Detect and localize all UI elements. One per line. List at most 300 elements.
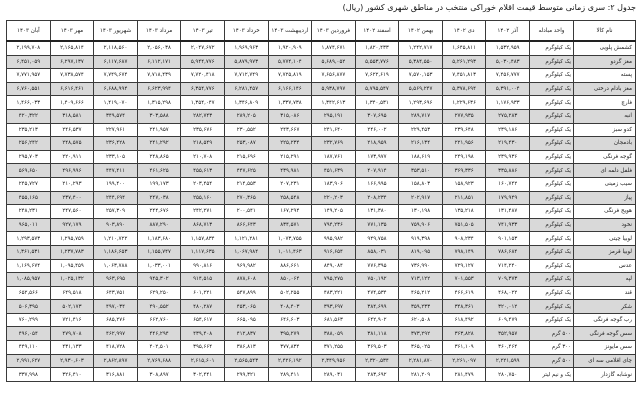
price-cell: ۹۶۳,۶۹۵ xyxy=(94,273,138,287)
column-header: فروردین ۱۴۰۳ xyxy=(312,21,356,42)
price-cell: ۳۶۱,۱۰۹ xyxy=(442,341,486,355)
price-cell: ۶,۷۶۰,۵۵۱ xyxy=(7,82,51,96)
price-cell: ۴۶۵,۲۱۲ xyxy=(399,286,443,300)
price-cell: ۱۴۹,۲۰۵ xyxy=(312,205,356,219)
price-cell: ۲۴۸,۲۳۱ xyxy=(7,205,51,219)
price-cell: ۲۴۷,۰۳۸ xyxy=(137,191,181,205)
price-cell: ۲,۲۸۱,۸۷۰ xyxy=(399,354,443,368)
item-unit: یک کیلوگرم xyxy=(530,218,574,232)
price-cell: ۵,۹۳۸,۷۹۷ xyxy=(312,82,356,96)
item-unit: یک کیلوگرم xyxy=(530,150,574,164)
price-cell: ۱,۲۹۳,۵۷۳ xyxy=(7,232,51,246)
price-cell: ۷۱۳,۱۲۲ xyxy=(399,273,443,287)
price-cell: ۹۹۵,۹۸۲ xyxy=(312,232,356,246)
price-cell: ۱,۴۶۶,۰۳۳ xyxy=(7,96,51,110)
price-cell: ۵۴۷,۸۹۹ xyxy=(224,286,268,300)
price-cell: ۲۵۳,۰۸۷ xyxy=(224,137,268,151)
price-cell: ۷,۷۷۱,۹۵۷ xyxy=(7,69,51,83)
price-cell: ۲۱۰,۷۰۸ xyxy=(181,150,225,164)
price-cell: ۴۸۳,۲۲۱ xyxy=(312,286,356,300)
price-cell: ۱۸۳,۹۰۶ xyxy=(312,177,356,191)
price-cell: ۴۶۶,۶۱۹ xyxy=(442,286,486,300)
price-cell: ۹۰۳,۸۹۰ xyxy=(94,218,138,232)
price-cell: ۴۱۸,۷۲۸ xyxy=(94,341,138,355)
item-name: مغز گردو xyxy=(574,55,636,69)
table-row xyxy=(7,177,636,191)
price-cell: ۲۲۱,۹۵۶ xyxy=(442,137,486,151)
price-cell: ۴۶۸,۰۲۲ xyxy=(486,286,530,300)
price-cell: ۴۵۵,۱۶۵ xyxy=(7,191,51,205)
price-cell: ۵,۷۷۴,۱۰۴ xyxy=(268,55,312,69)
price-cell: ۸۴۹,۰۸۴ xyxy=(312,259,356,273)
price-cell: ۹۰۸,۲۳۴ xyxy=(442,232,486,246)
price-cell: ۱۶۷,۲۹۴ xyxy=(268,205,312,219)
item-unit: یک کیلوگرم xyxy=(530,109,574,123)
price-cell: ۱,۲۲۹,۶۳۶ xyxy=(442,96,486,110)
price-cell: ۶۴۶,۶۰۳ xyxy=(268,313,312,327)
item-name: عدس xyxy=(574,259,636,273)
price-cell: ۱۷۹,۹۴۹ xyxy=(486,191,530,205)
column-header: آبان ۱۴۰۳ xyxy=(7,21,51,42)
price-cell: ۲۴۴,۶۹۴ xyxy=(94,191,138,205)
price-cell: ۲۰۷,۲۳۱ xyxy=(268,177,312,191)
price-cell: ۳۵۳,۵۱۰ xyxy=(399,164,443,178)
price-cell: ۳۹۵,۶۶۴ xyxy=(181,341,225,355)
price-cell: ۱,۰۱۱,۴۶۳ xyxy=(268,245,312,259)
price-cell: ۵,۸۷۹,۹۷۳ xyxy=(224,55,268,69)
price-cell: ۹۹۰,۸۱۶ xyxy=(181,259,225,273)
price-cell: ۲۰۰,۵۴۱ xyxy=(224,205,268,219)
price-cell: ۱۳۰,۱۹۸ xyxy=(399,205,443,219)
table-row xyxy=(7,354,636,368)
price-cell: ۷,۵۷۰,۱۵۳ xyxy=(399,69,443,83)
item-name: نخود xyxy=(574,218,636,232)
price-cell: ۱,۹۲۰,۹۰۹ xyxy=(268,41,312,55)
price-cell: ۱,۰۶۷,۹۸۴ xyxy=(224,245,268,259)
price-cell: ۲۱۵,۲۹۱ xyxy=(268,150,312,164)
price-cell: ۲,۲۶۱,۰۹۷ xyxy=(442,354,486,368)
price-cell: ۲,۶۱۵,۶۰۱ xyxy=(181,354,225,368)
price-cell: ۴۴۹,۱۱۰ xyxy=(7,341,51,355)
price-cell: ۳۴۹,۵۷۴ xyxy=(94,109,138,123)
price-cell: ۳۵۲,۹۵۷ xyxy=(486,327,530,341)
price-cell: ۳۳۵,۸۸۶ xyxy=(486,164,530,178)
price-cell: ۷,۷۳۸,۵۷۴ xyxy=(50,69,94,83)
price-cell: ۲۲۹,۴۵۳ xyxy=(399,123,443,137)
price-cell: ۱۶۶,۹۹۵ xyxy=(355,177,399,191)
price-cell: ۷۵۱,۵۰۵ xyxy=(442,218,486,232)
price-cell: ۲۹۵,۱۹۱ xyxy=(312,109,356,123)
price-cell: ۲۴۱,۶۴۰ xyxy=(312,123,356,137)
price-cell: ۶۸۵,۲۷۶ xyxy=(94,313,138,327)
price-cell: ۳۱۵,۰۸۶ xyxy=(268,109,312,123)
item-name: نوشابه گازدار xyxy=(574,368,636,382)
price-cell: ۲۳۰,۵۵۲ xyxy=(224,123,268,137)
price-cell: ۷۳۶,۹۹۰ xyxy=(399,259,443,273)
price-cell: ۱,۳۳۷,۷۳۸ xyxy=(268,96,312,110)
price-cell: ۴۷۴,۵۳۴ xyxy=(355,286,399,300)
price-cell: ۲۳۹,۱۸۶ xyxy=(486,123,530,137)
price-cell: ۲۸۹,۲۰۵ xyxy=(224,109,268,123)
price-cell: ۱,۱۵۷,۸۳۴ xyxy=(181,232,225,246)
price-cell: ۲۲۰,۲۰۳ xyxy=(312,191,356,205)
price-cell: ۹۱۴,۵۱۵ xyxy=(181,273,225,287)
price-cell: ۱۶۰,۷۴۲ xyxy=(486,177,530,191)
price-cell: ۱,۸۷۴,۶۷۱ xyxy=(312,41,356,55)
price-cell: ۲۳۵,۲۱۳ xyxy=(7,123,51,137)
item-unit: یک و نیم لیتر xyxy=(530,368,574,382)
price-cell: ۵۰۲,۲۵۵ xyxy=(268,286,312,300)
item-name: انبه xyxy=(574,109,636,123)
price-cell: ۱,۱۲۱,۲۸۱ xyxy=(224,232,268,246)
table-row xyxy=(7,205,636,219)
price-cell: ۶,۱۱۷,۶۸۷ xyxy=(94,55,138,69)
price-cell: ۷۱۴,۲۴۰ xyxy=(486,259,530,273)
price-cell: ۴۵۱,۶۳۹ xyxy=(312,164,356,178)
price-cell: ۴۰۸,۴۰۳ xyxy=(268,300,312,314)
price-cell: ۱,۹۶۹,۹۶۳ xyxy=(224,41,268,55)
table-row xyxy=(7,259,636,273)
column-header: دی ۱۴۰۲ xyxy=(442,21,486,42)
price-cell: ۶,۶۱۶,۴۶۱ xyxy=(50,82,94,96)
price-cell: ۴۶۲,۹۹۷ xyxy=(94,327,138,341)
table-row xyxy=(7,232,636,246)
item-unit: یک کیلوگرم xyxy=(530,245,574,259)
table-row xyxy=(7,368,636,382)
price-cell: ۸۸۶,۶۶۱ xyxy=(268,259,312,273)
item-name: سیب زمینی xyxy=(574,177,636,191)
price-cell: ۵۰۶,۳۹۵ xyxy=(7,300,51,314)
price-cell: ۲۳۹,۹۳۶ xyxy=(486,150,530,164)
price-cell: ۲۱۰,۲۹۳ xyxy=(50,177,94,191)
price-cell: ۲,۹۳۰,۶۰۳ xyxy=(50,354,94,368)
price-cell: ۷۹۸,۱۴۹ xyxy=(442,245,486,259)
price-cell: ۹۴۵,۳۰۲ xyxy=(137,273,181,287)
price-cell: ۳۰۲,۴۴۱ xyxy=(181,368,225,382)
table-row xyxy=(7,69,636,83)
price-cell: ۲۱۴,۵۵۳ xyxy=(224,177,268,191)
item-unit: یک کیلوگرم xyxy=(530,313,574,327)
price-cell: ۲۷۷,۹۳۵ xyxy=(442,109,486,123)
price-cell: ۲۹۵,۷۰۳ xyxy=(7,150,51,164)
price-cell: ۳۱۶,۸۸۱ xyxy=(94,368,138,382)
price-cell: ۳۰۳,۵۸۸ xyxy=(137,109,181,123)
price-cell: ۱,۲۴۲,۷۱۷ xyxy=(399,41,443,55)
price-cell: ۳۵۹,۲۳۳ xyxy=(399,300,443,314)
price-cell: ۳۸۸,۰۵۹ xyxy=(312,327,356,341)
column-header: نام کالا xyxy=(574,21,636,42)
price-cell: ۱,۲۹۳,۶۹۶ xyxy=(399,96,443,110)
price-cell: ۱,۵۳۲,۹۵۹ xyxy=(486,41,530,55)
price-cell: ۲۲۰,۹۱۱ xyxy=(50,150,94,164)
item-unit: ۵۰۰ گرم xyxy=(530,354,574,368)
price-cell: ۷۶۰,۲۹۹ xyxy=(7,313,51,327)
table-row xyxy=(7,164,636,178)
table-row xyxy=(7,82,636,96)
price-cell: ۲۱۶,۱۳۴ xyxy=(399,137,443,151)
item-unit: یک کیلوگرم xyxy=(530,177,574,191)
price-cell: ۲۵۶,۲۴۲ xyxy=(7,137,51,151)
price-cell: ۲۴۸,۸۶۵ xyxy=(137,150,181,164)
price-cell: ۹۰۱,۱۵۳ xyxy=(486,232,530,246)
price-cell: ۲۱۹,۴۳۰ xyxy=(486,137,530,151)
item-name: قند xyxy=(574,286,636,300)
price-cell: ۱,۳۶۱,۵۳۱ xyxy=(7,245,51,259)
price-cell: ۸۶۶,۶۴۳ xyxy=(224,218,268,232)
item-unit: یک کیلوگرم xyxy=(530,137,574,151)
item-unit: یک کیلوگرم xyxy=(530,96,574,110)
price-cell: ۲۳۲,۷۶۹ xyxy=(312,137,356,151)
price-cell: ۶,۶۸۸,۹۹۴ xyxy=(94,82,138,96)
price-cell: ۲,۱۶۵,۸۱۴ xyxy=(50,41,94,55)
price-cell: ۱۵۸,۸۰۳ xyxy=(399,177,443,191)
price-cell: ۵,۰۳۰,۴۸۳ xyxy=(486,55,530,69)
item-unit: یک کیلوگرم xyxy=(530,69,574,83)
price-cell: ۲۸۹,۷۱۷ xyxy=(399,109,443,123)
item-unit: یک کیلوگرم xyxy=(530,164,574,178)
price-cell: ۳۸۴,۶۹۹ xyxy=(355,300,399,314)
price-cell: ۲۴۳,۶۶۷ xyxy=(268,123,312,137)
price-cell: ۷,۷۴۹,۶۷۴ xyxy=(94,69,138,83)
price-cell: ۲,۱۹۹,۷۰۸ xyxy=(7,41,51,55)
price-cell: ۵,۳۷۸,۶۹۴ xyxy=(442,82,486,96)
price-cell: ۲۸۹,۴۱۱ xyxy=(268,368,312,382)
price-cell: ۴۲۰,۳۲۲ xyxy=(7,109,51,123)
price-cell: ۵,۳۹۱,۰۰۴ xyxy=(486,82,530,96)
price-cell: ۸۷۸,۶۰۸ xyxy=(224,273,268,287)
price-cell: ۱,۲۱۰,۷۲۲ xyxy=(94,232,138,246)
price-cell: ۲۷۰,۳۶۵ xyxy=(224,191,268,205)
item-unit: ۵۰۰ گرم xyxy=(530,327,574,341)
price-cell: ۲۴۶,۰۰۲ xyxy=(355,123,399,137)
price-cell: ۷,۷۲۵,۸۱۹ xyxy=(268,69,312,83)
price-cell: ۲۵۸,۵۴۸ xyxy=(268,191,312,205)
price-cell: ۴۳۹,۹۸۱ xyxy=(268,164,312,178)
price-cell: ۶۰۱,۲۲۱ xyxy=(181,286,225,300)
price-cell: ۳۰۷,۶۹۵ xyxy=(355,109,399,123)
price-cell: ۳۹۵,۲۷۹ xyxy=(268,327,312,341)
price-cell: ۴۰۲,۵۰۱ xyxy=(137,341,181,355)
price-cell: ۱۳۵,۲۱۸ xyxy=(442,205,486,219)
column-header: شهریور ۱۴۰۳ xyxy=(94,21,138,42)
price-cell: ۱۹۹,۴۰۰ xyxy=(94,177,138,191)
price-cell: ۴۴۶,۲۹۴ xyxy=(137,327,181,341)
price-cell: ۶۴۲,۹۰۲ xyxy=(355,313,399,327)
price-cell: ۲۱۱,۸۵۱ xyxy=(442,191,486,205)
table-row xyxy=(7,191,636,205)
item-unit: یک کیلوگرم xyxy=(530,41,574,55)
price-cell: ۲,۳۴۹,۹۵۶ xyxy=(312,354,356,368)
price-cell: ۲۲۷,۹۶۱ xyxy=(94,123,138,137)
item-name: لوبیا چیتی xyxy=(574,232,636,246)
table-row xyxy=(7,150,636,164)
price-cell: ۴۹۶,۰۵۴ xyxy=(7,327,51,341)
item-unit: یک کیلوگرم xyxy=(530,123,574,137)
column-header: اسفند ۱۴۰۲ xyxy=(355,21,399,42)
table-row xyxy=(7,313,636,327)
price-cell: ۳۸۶,۸۱۳ xyxy=(224,341,268,355)
price-cell: ۳۶۳,۸۲۸ xyxy=(442,327,486,341)
price-cell: ۲۰۸,۲۳۴ xyxy=(355,191,399,205)
price-cell: ۶۲۹,۲۵۰ xyxy=(137,286,181,300)
price-cell: ۵,۶۸۹,۰۵۲ xyxy=(312,55,356,69)
price-cell: ۱,۱۱۷,۶۳۵ xyxy=(181,245,225,259)
price-cell: ۱۸۸,۶۱۹ xyxy=(399,150,443,164)
column-header: واحد مبادله xyxy=(530,21,574,42)
price-cell: ۲۸۲,۷۴۳ xyxy=(181,109,225,123)
table-row xyxy=(7,327,636,341)
price-cell: ۹۴۹,۷۵۸ xyxy=(355,232,399,246)
price-cell: ۸۸۷,۲۹۰ xyxy=(137,218,181,232)
price-cell: ۱,۴۱۹,۰۷۰ xyxy=(94,96,138,110)
price-cell: ۹۱۶,۶۵۴ xyxy=(312,245,356,259)
item-unit: یک کیلوگرم xyxy=(530,300,574,314)
price-cell: ۳۰۸,۸۹۷ xyxy=(137,368,181,382)
price-cell: ۲۴۱,۹۵۷ xyxy=(137,123,181,137)
item-unit: یک کیلوگرم xyxy=(530,205,574,219)
price-cell: ۷,۷۲۰,۴۱۸ xyxy=(181,69,225,83)
price-cell: ۱,۳۴۰,۵۳۱ xyxy=(355,96,399,110)
price-cell: ۶۰۹,۴۷۹ xyxy=(486,313,530,327)
price-cell: ۸۶۸,۷۱۳ xyxy=(181,218,225,232)
price-cell: ۷۴۱,۹۳۳ xyxy=(486,218,530,232)
price-cell: ۴۸۰,۲۸۷ xyxy=(181,300,225,314)
item-unit: یک کیلوگرم xyxy=(530,273,574,287)
price-cell: ۱,۱۶۹,۶۷۴ xyxy=(7,259,51,273)
price-cell: ۴۷۹,۷۰۸ xyxy=(50,327,94,341)
price-cell: ۶,۱۱۲,۱۷۱ xyxy=(137,55,181,69)
price-cell: ۱۵۸,۹۲۳ xyxy=(442,177,486,191)
price-cell: ۱۷۳,۹۷۷ xyxy=(355,150,399,164)
table-row xyxy=(7,137,636,151)
price-cell: ۸۳۴,۵۷۱ xyxy=(268,218,312,232)
price-cell: ۳۹۳,۶۹۷ xyxy=(312,300,356,314)
price-cell: ۷,۷۱۸,۴۳۹ xyxy=(137,69,181,83)
price-cell: ۷۰۹,۳۷۳ xyxy=(486,273,530,287)
price-cell: ۳۶۰,۴۶۴ xyxy=(486,341,530,355)
price-cell: ۱,۳۵۴,۰۴۷ xyxy=(181,96,225,110)
price-cell: ۳۲۶,۴۱۰ xyxy=(50,368,94,382)
price-cell: ۴۹۷,۰۳۴ xyxy=(94,300,138,314)
column-header: آذر ۱۴۰۲ xyxy=(486,21,530,42)
price-cell: ۴۹۶,۹۹۶ xyxy=(50,164,94,178)
item-unit: یک کیلوگرم xyxy=(530,55,574,69)
price-cell: ۱۸۷,۷۶۱ xyxy=(312,150,356,164)
price-cell: ۷,۶۵۶,۸۷۷ xyxy=(312,69,356,83)
price-cell: ۲۷۵,۲۸۳ xyxy=(486,109,530,123)
price-cell: ۳۶۵,۰۲۵ xyxy=(399,341,443,355)
price-cell: ۳۷۷,۸۳۴ xyxy=(268,341,312,355)
price-cell: ۴۵۵,۶۱۳ xyxy=(181,164,225,178)
item-name: رب گوجه فرنگی xyxy=(574,313,636,327)
price-cell: ۱,۸۲۰,۴۳۳ xyxy=(355,41,399,55)
price-cell: ۲,۴۲۶,۱۹۲ xyxy=(268,354,312,368)
column-header: تیر ۱۴۰۳ xyxy=(181,21,225,42)
price-cell: ۱,۰۹۵,۴۵۹ xyxy=(50,259,94,273)
price-cell: ۴۴۷,۴۱۱ xyxy=(94,164,138,178)
price-cell: ۳۶۹,۵۰۳ xyxy=(355,341,399,355)
price-cell: ۶,۶۲۳,۹۹۴ xyxy=(137,82,181,96)
price-cell: ۱,۶۴۵,۸۱۱ xyxy=(442,41,486,55)
table-caption: جدول ۲: سری زمانی متوسط قیمت اقلام خوراکی منتخب در مناطق شهری کشور (ریال) xyxy=(342,3,636,12)
price-cell: ۶,۴۵۱,۰۵۹ xyxy=(7,55,51,69)
price-cell: ۶,۳۵۴,۷۷۶ xyxy=(181,82,225,96)
price-cell: ۲۸۱,۲۰۹ xyxy=(399,368,443,382)
price-cell: ۴۳۱,۱۳۳ xyxy=(50,341,94,355)
price-cell: ۲۹۹,۳۲۱ xyxy=(224,368,268,382)
price-cell: ۹۶۹,۹۸۲ xyxy=(224,259,268,273)
price-cell: ۲۸۳,۶۹۲ xyxy=(355,368,399,382)
price-cell: ۲,۰۵۶,۰۳۸ xyxy=(137,41,181,55)
price-cell: ۲۴۸,۵۷۵ xyxy=(50,137,94,151)
price-cell: ۲۳۹,۶۴۸ xyxy=(442,123,486,137)
item-name: لپه xyxy=(574,273,636,287)
price-cell: ۱,۰۷۳,۷۵۵ xyxy=(268,232,312,246)
price-cell: ۲,۵۶۵,۵۴۳ xyxy=(224,354,268,368)
price-cell: ۶۴۹,۵۱۸ xyxy=(50,286,94,300)
table-row xyxy=(7,41,636,55)
price-cell: ۱,۳۴۶,۸۰۹ xyxy=(224,96,268,110)
price-cell: ۲۰۲,۹۱۷ xyxy=(399,191,443,205)
price-cell: ۲,۱۱۸,۵۶۰ xyxy=(94,41,138,55)
price-cell: ۶,۲۸۱,۴۵۷ xyxy=(224,82,268,96)
price-cell: ۱,۱۸۶,۶۵۳ xyxy=(94,245,138,259)
price-cell: ۱,۰۶۳,۷۸۸ xyxy=(94,259,138,273)
price-cell: ۱,۱۷۶,۹۳۳ xyxy=(486,96,530,110)
table-row xyxy=(7,55,636,69)
price-cell: ۲۱۸,۹۵۹ xyxy=(355,137,399,151)
price-cell: ۹۱۹,۳۹۸ xyxy=(399,232,443,246)
price-cell: ۲۳۵,۶۷۶ xyxy=(181,123,225,137)
price-cell: ۱,۳۴۲,۶۱۳ xyxy=(312,96,356,110)
column-header: مرداد ۱۴۰۳ xyxy=(137,21,181,42)
price-cell: ۴۶۱,۶۲۵ xyxy=(137,164,181,178)
price-cell: ۶۶۲,۷۶۰ xyxy=(137,313,181,327)
item-name: هویج فرنگی xyxy=(574,205,636,219)
item-unit: یک کیلوگرم xyxy=(530,232,574,246)
column-header: اردیبهشت ۱۴۰۳ xyxy=(268,21,312,42)
price-cell: ۹۲۷,۱۷۹ xyxy=(50,218,94,232)
item-unit: یک کیلوگرم xyxy=(530,82,574,96)
price-cell: ۲,۰۴۷,۶۷۲ xyxy=(181,41,225,55)
price-cell: ۲۱۵,۶۹۶ xyxy=(224,150,268,164)
price-cell: ۵۶۹,۶۵۰ xyxy=(7,164,51,178)
item-name: کشمش پلویی xyxy=(574,41,636,55)
price-cell: ۳۲۰,۰۱۲ xyxy=(486,300,530,314)
price-cell: ۴۵۳,۰۶۵ xyxy=(224,300,268,314)
price-cell: ۷۵۹,۹۰۶ xyxy=(399,218,443,232)
price-cell: ۳۸۱,۱۱۸ xyxy=(355,327,399,341)
table-row xyxy=(7,245,636,259)
table-row xyxy=(7,286,636,300)
price-cell: ۲۴۲,۲۷۱ xyxy=(181,205,225,219)
price-cell: ۶,۱۶۶,۱۴۶ xyxy=(268,82,312,96)
price-cell: ۷,۴۵۶,۷۷۷ xyxy=(486,69,530,83)
column-header: بهمن ۱۴۰۲ xyxy=(399,21,443,42)
price-cell: ۸۵۸,۰۳۱ xyxy=(355,245,399,259)
price-cell: ۲۴۹,۱۹۸ xyxy=(442,150,486,164)
price-cell: ۲۳۷,۴۰۰ xyxy=(50,191,94,205)
price-cell: ۳۷۳,۲۹۲ xyxy=(399,327,443,341)
item-name: مغز بادام درختی xyxy=(574,82,636,96)
price-cell: ۵,۳۸۴,۵۵۰ xyxy=(399,55,443,69)
price-cell: ۵۰۲,۱۷۳ xyxy=(50,300,94,314)
price-cell: ۶۵۴,۶۱۷ xyxy=(181,313,225,327)
price-cell: ۷۲۱,۴۱۶ xyxy=(50,313,94,327)
price-cell: ۲۵۷,۳۰۹ xyxy=(94,205,138,219)
price-cell: ۱,۳۱۵,۲۹۸ xyxy=(137,96,181,110)
price-cell: ۹۶۵,۰۱۱ xyxy=(7,218,51,232)
